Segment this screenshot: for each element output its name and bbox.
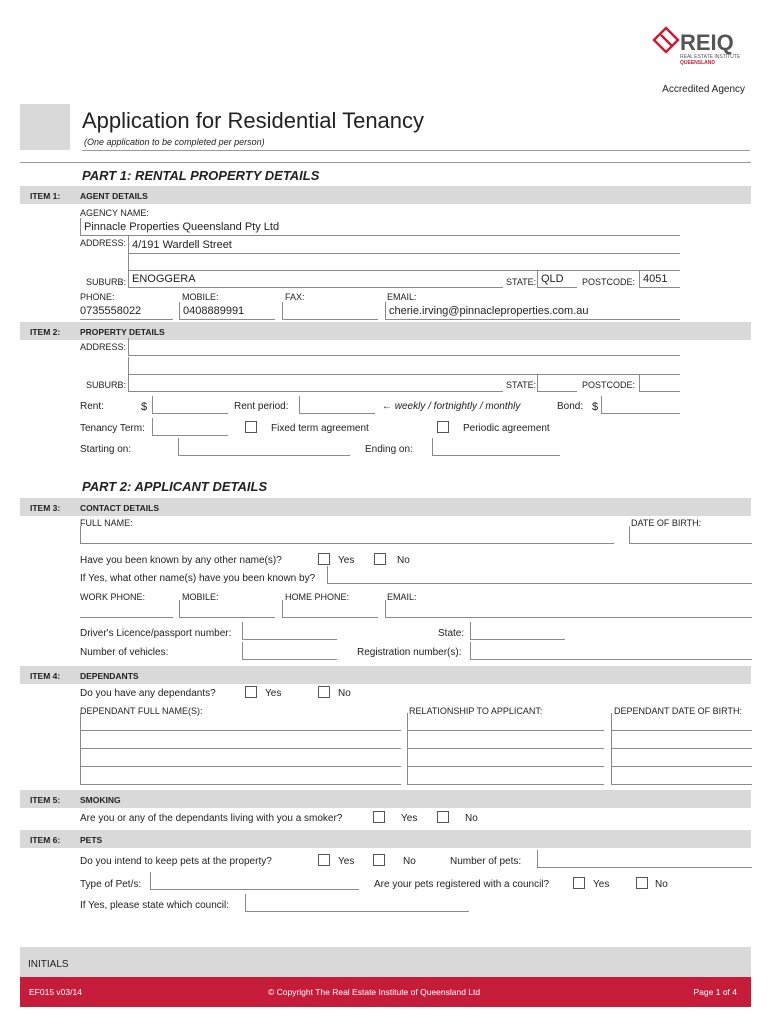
applicant-mobile-label: MOBILE: xyxy=(182,592,219,602)
work-phone-field[interactable] xyxy=(80,600,173,618)
licence-state-label: State: xyxy=(438,628,465,639)
agent-postcode-label: POSTCODE: xyxy=(582,277,636,287)
home-phone-field[interactable] xyxy=(282,600,378,618)
dependant-relationship-field-3[interactable] xyxy=(407,749,604,767)
page-number: Page 1 of 4 xyxy=(693,987,737,997)
item3-heading: CONTACT DETAILS xyxy=(80,503,160,513)
bond-field[interactable] xyxy=(601,396,680,414)
pets-yes-checkbox[interactable] xyxy=(318,854,330,866)
agent-phone-field[interactable]: 0735558022 xyxy=(80,302,173,320)
other-names-yes-label: Yes xyxy=(338,555,355,566)
pet-type-label: Type of Pet/s: xyxy=(80,879,142,890)
property-address-label: ADDRESS: xyxy=(80,342,127,352)
header-grey-block xyxy=(20,104,70,150)
dependant-name-field-1[interactable] xyxy=(80,713,401,731)
dependant-name-field-4[interactable] xyxy=(80,767,401,785)
bond-currency: $ xyxy=(592,401,599,413)
registered-no-checkbox[interactable] xyxy=(636,877,648,889)
pets-no-checkbox[interactable] xyxy=(373,854,385,866)
rent-period-label: Rent period: xyxy=(234,401,289,412)
agent-suburb-label: SUBURB: xyxy=(86,277,127,287)
footer-bar xyxy=(20,977,751,1007)
dependant-dob-field-2[interactable] xyxy=(611,731,752,749)
licence-state-field[interactable] xyxy=(470,622,565,640)
fixed-term-checkbox[interactable] xyxy=(245,421,257,433)
dependant-dob-header: DEPENDANT DATE OF BIRTH: xyxy=(614,706,743,716)
pets-question: Do you intend to keep pets at the property? xyxy=(80,856,272,867)
registered-yes-label: Yes xyxy=(593,879,610,890)
item2-label: ITEM 2: xyxy=(30,327,61,337)
agency-name-label: AGENCY NAME: xyxy=(80,208,149,218)
num-pets-label: Number of pets: xyxy=(450,856,522,867)
full-name-label: FULL NAME: xyxy=(80,518,133,528)
item6-label: ITEM 6: xyxy=(30,835,61,845)
dependant-dob-field-3[interactable] xyxy=(611,749,752,767)
part1-title: PART 1: RENTAL PROPERTY DETAILS xyxy=(82,168,320,183)
dob-field[interactable] xyxy=(629,526,752,544)
vehicles-label: Number of vehicles: xyxy=(80,647,169,658)
pets-no-label: No xyxy=(403,856,416,867)
smoker-question: Are you or any of the dependants living with you a smoker? xyxy=(80,813,343,824)
periodic-checkbox[interactable] xyxy=(437,421,449,433)
vehicles-field[interactable] xyxy=(242,642,337,660)
dependant-relationship-header: RELATIONSHIP TO APPLICANT: xyxy=(409,706,543,716)
ending-on-field[interactable] xyxy=(432,438,560,456)
other-names-question: Have you been known by any other name(s)? xyxy=(80,555,282,566)
num-pets-field[interactable] xyxy=(537,850,752,868)
item1-label: ITEM 1: xyxy=(30,191,61,201)
reiq-line2: QUEENSLAND xyxy=(680,60,716,66)
property-suburb-label: SUBURB: xyxy=(86,380,127,390)
bond-label: Bond: xyxy=(557,401,584,412)
tenancy-term-label: Tenancy Term: xyxy=(80,423,145,434)
dependants-yes-label: Yes xyxy=(265,688,282,699)
registered-yes-checkbox[interactable] xyxy=(573,877,585,889)
dependants-no-checkbox[interactable] xyxy=(318,686,330,698)
licence-field[interactable] xyxy=(242,622,337,640)
agent-mobile-label: MOBILE: xyxy=(182,292,219,302)
agent-mobile-field[interactable]: 0408889991 xyxy=(179,302,275,320)
registration-field[interactable] xyxy=(470,642,752,660)
accredited-agency: Accredited Agency xyxy=(662,84,745,95)
page-title: Application for Residential Tenancy xyxy=(82,108,425,133)
dependant-name-field-2[interactable] xyxy=(80,731,401,749)
rent-label: Rent: xyxy=(80,401,104,412)
part2-title: PART 2: APPLICANT DETAILS xyxy=(82,479,268,494)
reiq-logo xyxy=(652,24,752,84)
copyright: © Copyright The Real Estate Institute of Queensland Ltd xyxy=(268,987,481,997)
dependant-relationship-field-1[interactable] xyxy=(407,713,604,731)
tenancy-term-field[interactable] xyxy=(152,418,228,436)
fixed-term-label: Fixed term agreement xyxy=(271,423,369,434)
smoker-yes-label: Yes xyxy=(401,813,418,824)
full-name-field[interactable] xyxy=(80,526,614,544)
property-address-field[interactable] xyxy=(128,338,680,356)
agent-email-field[interactable]: cherie.irving@pinnacleproperties.com.au xyxy=(385,302,680,320)
page-subtitle: (One application to be completed per person) xyxy=(84,137,265,147)
other-names-yes-checkbox[interactable] xyxy=(318,553,330,565)
dependants-question: Do you have any dependants? xyxy=(80,688,216,699)
agent-phone-label: PHONE: xyxy=(80,292,115,302)
applicant-mobile-field[interactable] xyxy=(179,600,275,618)
property-suburb-field[interactable] xyxy=(128,374,503,392)
applicant-email-label: EMAIL: xyxy=(387,592,417,602)
reiq-brand: REIQ xyxy=(680,30,734,55)
other-names-no-checkbox[interactable] xyxy=(374,553,386,565)
agent-fax-field[interactable] xyxy=(282,302,378,320)
agent-address-field[interactable]: 4/191 Wardell Street xyxy=(128,236,680,254)
rent-period-field[interactable] xyxy=(299,396,375,414)
agent-state-label: STATE: xyxy=(506,277,537,287)
agent-fax-label: FAX: xyxy=(285,292,305,302)
property-postcode-field[interactable] xyxy=(639,374,680,392)
agent-address-field-2[interactable] xyxy=(128,253,680,271)
agent-suburb-field[interactable]: ENOGGERA xyxy=(128,270,503,288)
other-names-field[interactable] xyxy=(327,566,752,584)
item1-heading: AGENT DETAILS xyxy=(80,191,148,201)
rent-currency: $ xyxy=(141,401,148,413)
item4-label: ITEM 4: xyxy=(30,671,61,681)
other-names-no-label: No xyxy=(397,555,410,566)
council-label: If Yes, please state which council: xyxy=(80,900,229,911)
agent-email-label: EMAIL: xyxy=(387,292,417,302)
starting-on-field[interactable] xyxy=(178,438,350,456)
dependant-relationship-field-2[interactable] xyxy=(407,731,604,749)
agent-state-field[interactable]: QLD xyxy=(537,270,577,288)
dependant-dob-field-4[interactable] xyxy=(611,767,752,785)
smoker-no-checkbox[interactable] xyxy=(437,811,449,823)
licence-label: Driver's Licence/passport number: xyxy=(80,628,232,639)
property-state-field[interactable] xyxy=(537,374,577,392)
home-phone-label: HOME PHONE: xyxy=(285,592,350,602)
reiq-diamond-icon xyxy=(652,26,680,54)
rent-period-options: ← weekly / fortnightly / monthly xyxy=(382,401,521,412)
item4-heading: DEPENDANTS xyxy=(80,671,139,681)
smoker-no-label: No xyxy=(465,813,478,824)
dob-label: DATE OF BIRTH: xyxy=(631,518,702,528)
reiq-line1: REAL ESTATE INSTITUTE xyxy=(680,54,741,60)
dependants-yes-checkbox[interactable] xyxy=(245,686,257,698)
dependant-relationship-field-4[interactable] xyxy=(407,767,604,785)
dependant-name-header: DEPENDANT FULL NAME(S): xyxy=(80,706,203,716)
form-code: EF015 v03/14 xyxy=(29,987,82,997)
pet-type-field[interactable] xyxy=(150,872,359,890)
initials-label: INITIALS xyxy=(28,959,69,970)
agent-address-label: ADDRESS: xyxy=(80,238,127,248)
rent-field[interactable] xyxy=(152,396,228,414)
item5-label: ITEM 5: xyxy=(30,795,61,805)
council-field[interactable] xyxy=(245,894,469,912)
periodic-label: Periodic agreement xyxy=(463,423,550,434)
item6-heading: PETS xyxy=(80,835,103,845)
property-state-label: STATE: xyxy=(506,380,537,390)
item5-heading: SMOKING xyxy=(80,795,121,805)
agency-name-field[interactable]: Pinnacle Properties Queensland Pty Ltd xyxy=(80,218,680,236)
other-names-followup: If Yes, what other name(s) have you been known by? xyxy=(80,573,316,584)
pets-registered-question: Are your pets registered with a council? xyxy=(374,879,550,890)
property-address-field-2[interactable] xyxy=(128,357,680,375)
work-phone-label: WORK PHONE: xyxy=(80,592,146,602)
starting-on-label: Starting on: xyxy=(80,444,132,455)
dependants-no-label: No xyxy=(338,688,351,699)
ending-on-label: Ending on: xyxy=(365,444,413,455)
property-postcode-label: POSTCODE: xyxy=(582,380,636,390)
agent-postcode-field[interactable]: 4051 xyxy=(639,270,680,288)
dependant-name-field-3[interactable] xyxy=(80,749,401,767)
pets-yes-label: Yes xyxy=(338,856,355,867)
applicant-email-field[interactable] xyxy=(385,600,752,618)
dependant-dob-field-1[interactable] xyxy=(611,713,752,731)
smoker-yes-checkbox[interactable] xyxy=(373,811,385,823)
item2-heading: PROPERTY DETAILS xyxy=(80,327,165,337)
item3-label: ITEM 3: xyxy=(30,503,61,513)
registration-label: Registration number(s): xyxy=(357,647,462,658)
registered-no-label: No xyxy=(655,879,668,890)
